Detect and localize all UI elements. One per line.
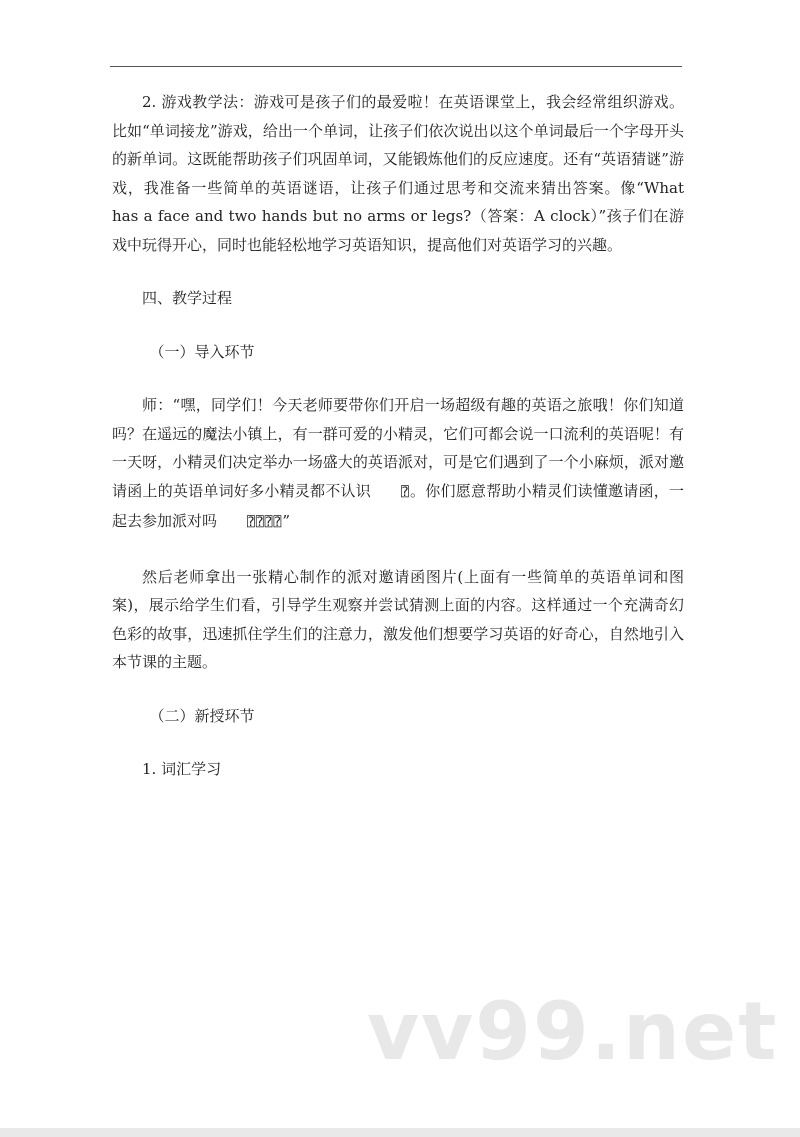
teacher-speech-text: 师：“嘿，同学们！今天老师要带你们开启一场超级有趣的英语之旅哦！你们知道吗？在遥远的魔法小镇上，有一群可爱的小精灵，它们可都会说一口流利的英语呢！有一天呀，小精灵们决定举办一场盛大的英语派对，可是它们遇到了一个小麻烦，派对邀请函上的英语单词好多小精灵都不认识 xyxy=(112,396,684,500)
paragraph-invitation-intro: 然后老师拿出一张精心制作的派对邀请函图片(上面有一些简单的英语单词和图案)，展示给学生们看，引导学生观察并尝试猜测上面的内容。这样通过一个充满奇幻色彩的故事，迅速抓住学生们的注意力，激发他们想要学习英语的好奇心，自然地引入本节课的主题。 xyxy=(112,567,684,671)
missing-glyph-2: ⍰⍰⍰⍰ xyxy=(247,515,283,530)
teacher-speech-text-mid: 。你们愿意帮助小精灵们读懂邀请函，一起去参加派对吗 xyxy=(112,481,684,530)
site-watermark: vv99.net xyxy=(367,985,779,1078)
heading-teaching-process: 四、教学过程 xyxy=(142,289,233,307)
document-body xyxy=(112,88,684,784)
page-header-rule xyxy=(110,66,682,67)
missing-glyph-1: ⍰ xyxy=(400,484,410,500)
paragraph-game-method: 2. 游戏教学法：游戏可是孩子们的最爱啦！在英语课堂上，我会经常组织游戏。比如“单词接龙”游戏，给出一个单词，让孩子们依次说出以这个单词最后一个字母开头的新单词。这既能帮助孩子们巩固单词，又能锻炼他们的反应速度。还有“英语猜谜”游戏，我准备一些简单的英语谜语，让孩子们通过思考和交流来猜出答案。像“What has a face and two hands but no arms or legs?（答案：A clock）”孩子们在游戏中玩得开心，同时也能轻松地学习英语知识，提高他们对英语学习的兴趣。 xyxy=(112,93,684,254)
teacher-speech-text-end: ” xyxy=(282,512,290,530)
heading-new-lesson-step: （二）新授环节 xyxy=(149,706,255,725)
paragraph-teacher-speech xyxy=(112,391,684,538)
page-bottom-edge xyxy=(0,1128,800,1137)
heading-vocab-learning: 1. 词汇学习 xyxy=(142,760,222,778)
heading-intro-step: （一）导入环节 xyxy=(149,342,255,361)
